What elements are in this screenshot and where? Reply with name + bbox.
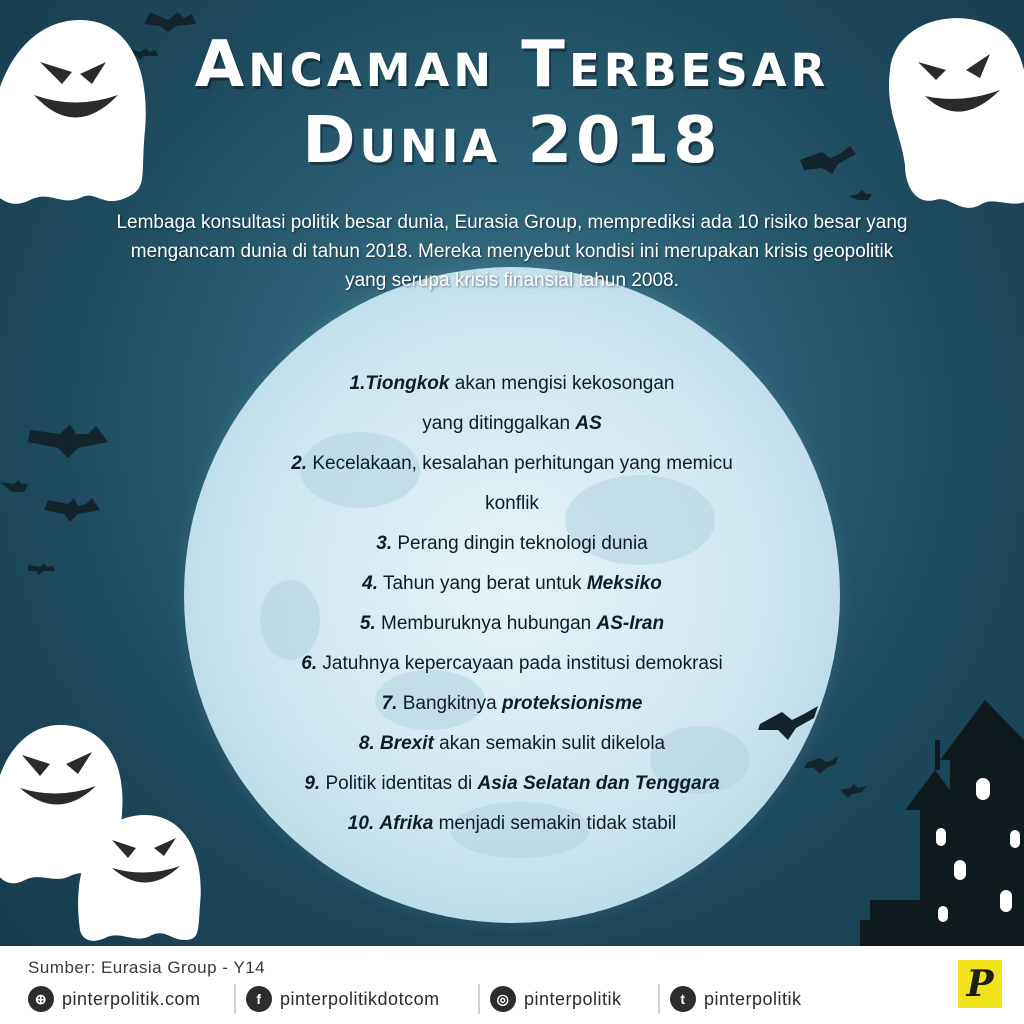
facebook-icon: f — [246, 986, 272, 1012]
list-item: 8. Brexit akan semakin sulit dikelola — [358, 733, 666, 754]
list-item: 4. Tahun yang berat untuk Meksiko — [362, 573, 662, 594]
divider — [658, 984, 660, 1014]
title-line-2: Dunia 2018 — [302, 104, 722, 178]
twitter-label: pinterpolitik — [704, 988, 802, 1009]
risk-list — [210, 364, 814, 844]
facebook-label: pinterpolitikdotcom — [280, 988, 440, 1009]
intro-line: yang serupa krisis finansial tahun 2008. — [345, 270, 679, 291]
divider — [234, 984, 236, 1014]
list-item: 1.Tiongkok akan mengisi kekosongan — [349, 373, 675, 394]
website-label: pinterpolitik.com — [62, 988, 201, 1009]
list-item: 7. Bangkitnya proteksionisme — [381, 693, 643, 714]
bat-icon — [840, 784, 866, 798]
globe-icon: ⊕ — [28, 986, 54, 1012]
intro-text — [40, 208, 984, 295]
list-item: 3. Perang dingin teknologi dunia — [376, 533, 648, 554]
facebook-link[interactable] — [246, 984, 440, 1014]
list-item: 6. Jatuhnya kepercayaan pada institusi demokrasi — [301, 653, 723, 674]
bat-icon — [28, 563, 55, 575]
pinterpolitik-logo: P — [958, 960, 1002, 1008]
bat-icon — [848, 190, 872, 200]
list-item: yang ditinggalkan AS — [422, 413, 602, 434]
website-link[interactable] — [28, 984, 201, 1014]
instagram-label: pinterpolitik — [524, 988, 622, 1009]
list-item: 9. Politik identitas di Asia Selatan dan Tenggara — [304, 773, 720, 794]
twitter-link[interactable] — [670, 984, 802, 1014]
list-item: 10. Afrika menjadi semakin tidak stabil — [347, 813, 677, 834]
list-item: 2. Kecelakaan, kesalahan perhitungan yang memicu — [291, 453, 733, 474]
bat-icon — [44, 498, 100, 522]
intro-line: mengancam dunia di tahun 2018. Mereka menyebut kondisi ini merupakan krisis geopolitik — [130, 241, 894, 262]
divider — [478, 984, 480, 1014]
twitter-icon: t — [670, 986, 696, 1012]
intro-line: Lembaga konsultasi politik besar dunia, Eurasia Group, memprediksi ada 10 risiko besar yang — [116, 212, 908, 233]
bat-icon — [28, 424, 108, 458]
instagram-icon: ◎ — [490, 986, 516, 1012]
source-text: Sumber: Eurasia Group - Y14 — [28, 958, 266, 977]
list-item: 5. Memburuknya hubungan AS-Iran — [359, 613, 665, 634]
bat-icon — [0, 480, 28, 492]
instagram-link[interactable] — [490, 984, 622, 1014]
title-line-1: Ancaman Terbesar — [194, 28, 830, 102]
list-item: konflik — [485, 493, 539, 514]
